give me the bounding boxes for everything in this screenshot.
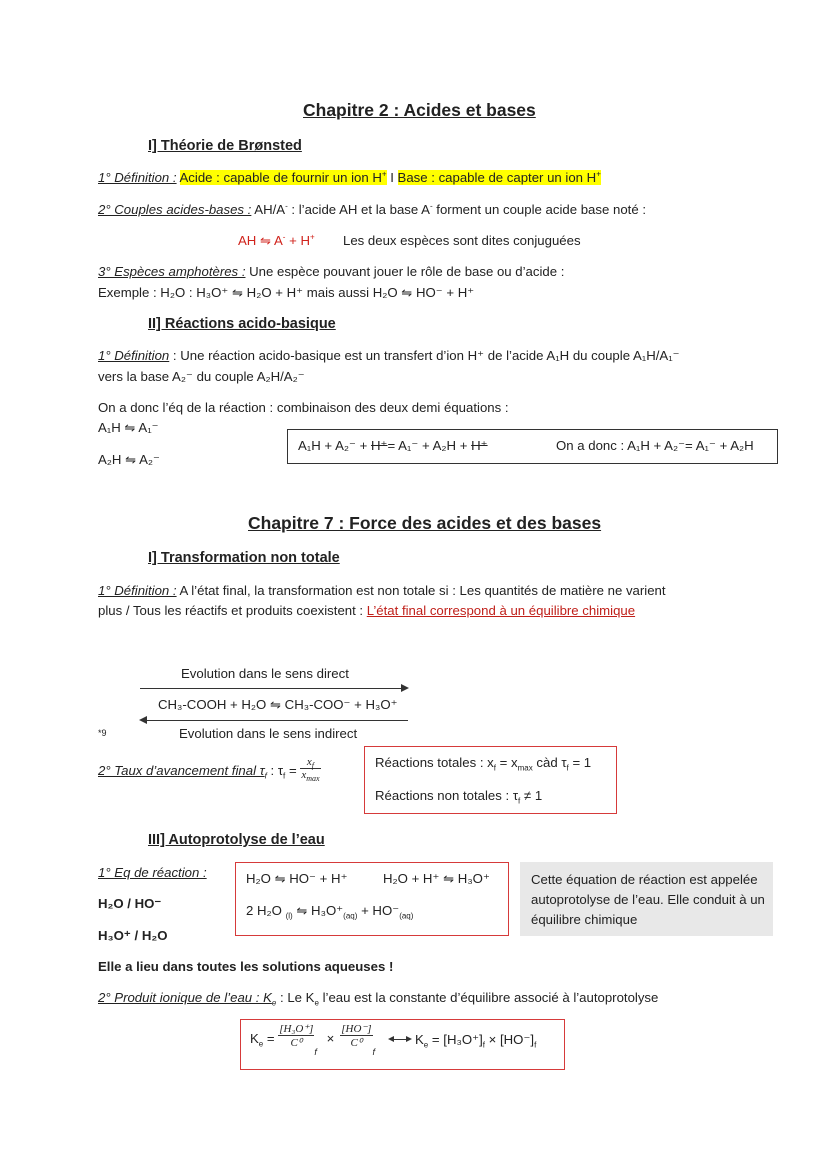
def1-line xyxy=(98,170,601,185)
direct-arrow-line xyxy=(140,688,402,689)
autoprotolysis-equation: 2 H₂O $_{(l)}$ ⇋ $H_3O^+_{(aq)} + HO^-_{(aq)}$ xyxy=(246,903,414,921)
indirect-arrow-icon xyxy=(139,716,147,724)
half-eq-base: H₂O ⇋ HO⁻ + H⁺ xyxy=(246,871,348,886)
double-arrow-right-icon xyxy=(406,1036,412,1042)
def2-line: 2° Couples acides-bases : AH/A- : l’acide AH et la base A- forment un couple acide base noté : xyxy=(98,201,646,217)
direct-arrow-icon xyxy=(401,684,409,692)
total-reactions: Réactions totales : $x_f = x_{max}$ càd $\tau_f = 1$ xyxy=(375,755,592,773)
ke-formula: $K_e$ = $\frac{\text{[H₃O⁺]}}{\text{C⁰}}$ $_f$ × $\frac{[HO^-]}{\text{C⁰}}$ $_f$ xyxy=(250,1023,376,1057)
ke-expression: $K_e = [H_3O^+]_f \times [HO^-]_f$ xyxy=(415,1032,537,1050)
footnote-marker: *9 xyxy=(98,728,107,738)
section-autoprotolysis-title: III] Autoprotolyse de l’eau xyxy=(148,832,325,848)
double-arrow-line xyxy=(393,1039,407,1040)
def1-label: 1° Définition : xyxy=(98,170,177,185)
ionic-product-line: 2° Produit ionique de l’eau : $K_e$ : Le $K_e$ l’eau est la constante d’équilibre associé à l’autoprotolyse xyxy=(98,990,659,1008)
amphoteric-example: Exemple : H₂O : H₃O⁺ ⇋ H₂O + H⁺ mais aussi H₂O ⇋ HO⁻ + H⁺ xyxy=(98,285,475,300)
section-bronsted-title: I] Théorie de Brønsted xyxy=(148,138,302,154)
tau-definition: 2° Taux d’avancement final $\tau_f$ : $\tau_f$ = $\frac{x_f}{x_{max}}$ xyxy=(98,756,320,784)
ch7-def1-line2: plus / Tous les réactifs et produits coexistent : L’état final correspond à un équilibre chimique xyxy=(98,603,636,618)
acid-base-equation: AH ⇋ A- + H+ xyxy=(238,232,315,248)
def2-label: 2° Couples acides-bases : xyxy=(98,202,252,217)
couple-h2o-ho: H₂O / HO⁻ xyxy=(98,896,162,911)
ke-fraction-ho: $\frac{[HO^-]}{\text{C⁰}}$ xyxy=(341,1023,372,1049)
acetic-acid-equation: CH₃-COOH + H₂O ⇋ CH₃-COO⁻ + H₃O⁺ xyxy=(158,697,398,712)
evolution-direct-label: Evolution dans le sens direct xyxy=(181,666,349,681)
indirect-arrow-line xyxy=(146,720,408,721)
tau-fraction: $\frac{x_f}{x_{max}}$ xyxy=(301,756,320,784)
reaction-box-left: A₁H + A₂⁻ + H⁺= A₁⁻ + A₂H + H⁺ xyxy=(298,438,488,453)
chapter7-title: Chapitre 7 : Force des acides et des bases xyxy=(248,513,602,533)
reaction-def-line2: vers la base A₂⁻ du couple A₂H/A₂⁻ xyxy=(98,369,305,384)
chapter2-title: Chapitre 2 : Acides et bases xyxy=(303,100,536,120)
def3-label: 3° Espèces amphotères : xyxy=(98,264,246,279)
half-equation-1: A₁H ⇋ A₁⁻ xyxy=(98,420,159,435)
half-eq-acid: H₂O + H⁺ ⇋ H₃O⁺ xyxy=(383,871,490,886)
ionic-product-label: 2° Produit ionique de l’eau : $K_e$ xyxy=(98,990,277,1008)
ch7-def1-line1: 1° Définition : A l’état final, la transformation est non totale si : Les quantités de matière ne varient xyxy=(98,583,666,598)
section-reactions-title: II] Réactions acido-basique xyxy=(148,316,336,332)
non-total-reactions: Réactions non totales : $\tau_f \ne 1$ xyxy=(375,788,543,806)
def-separator: I xyxy=(386,170,398,185)
tau-label: 2° Taux d’avancement final $\tau_f$ xyxy=(98,762,267,781)
def3-line: 3° Espèces amphotères : Une espèce pouvant jouer le rôle de base ou d’acide : xyxy=(98,264,565,279)
half-equation-2: A₂H ⇋ A₂⁻ xyxy=(98,452,160,467)
autoprotolysis-note: Cette équation de réaction est appelée autoprotolyse de l’eau. Elle conduit à un équilibre chimique xyxy=(520,862,773,936)
evolution-indirect-label: Evolution dans le sens indirect xyxy=(179,726,358,741)
equilibrium-note: L’état final correspond à un équilibre chimique xyxy=(366,603,636,618)
reaction-def-line1: 1° Définition : Une réaction acido-basique est un transfert d’ion H⁺ de l’acide A₁H du couple A₁H/A₁⁻ xyxy=(98,348,680,363)
acid-definition: Acide : capable de fournir un ion H+ xyxy=(179,169,387,185)
aqueous-note: Elle a lieu dans toutes les solutions aqueuses ! xyxy=(98,959,394,974)
reaction-box-right: On a donc : A₁H + A₂⁻= A₁⁻ + A₂H xyxy=(556,438,754,453)
couple-h3o-h2o: H₃O⁺ / H₂O xyxy=(98,928,168,943)
eq-reaction-label: 1° Eq de réaction : xyxy=(98,865,207,880)
conjugate-note: Les deux espèces sont dites conjuguées xyxy=(343,233,581,248)
combination-text: On a donc l’éq de la réaction : combinaison des deux demi équations : xyxy=(98,400,509,415)
section-non-total-title: I] Transformation non totale xyxy=(148,550,340,566)
ch7-def1-label: 1° Définition : xyxy=(98,583,177,598)
reaction-def-label: 1° Définition xyxy=(98,348,170,363)
ke-fraction-h3o: $\frac{\text{[H₃O⁺]}}{\text{C⁰}}$ xyxy=(279,1023,314,1049)
base-definition: Base : capable de capter un ion H+ xyxy=(397,169,601,185)
